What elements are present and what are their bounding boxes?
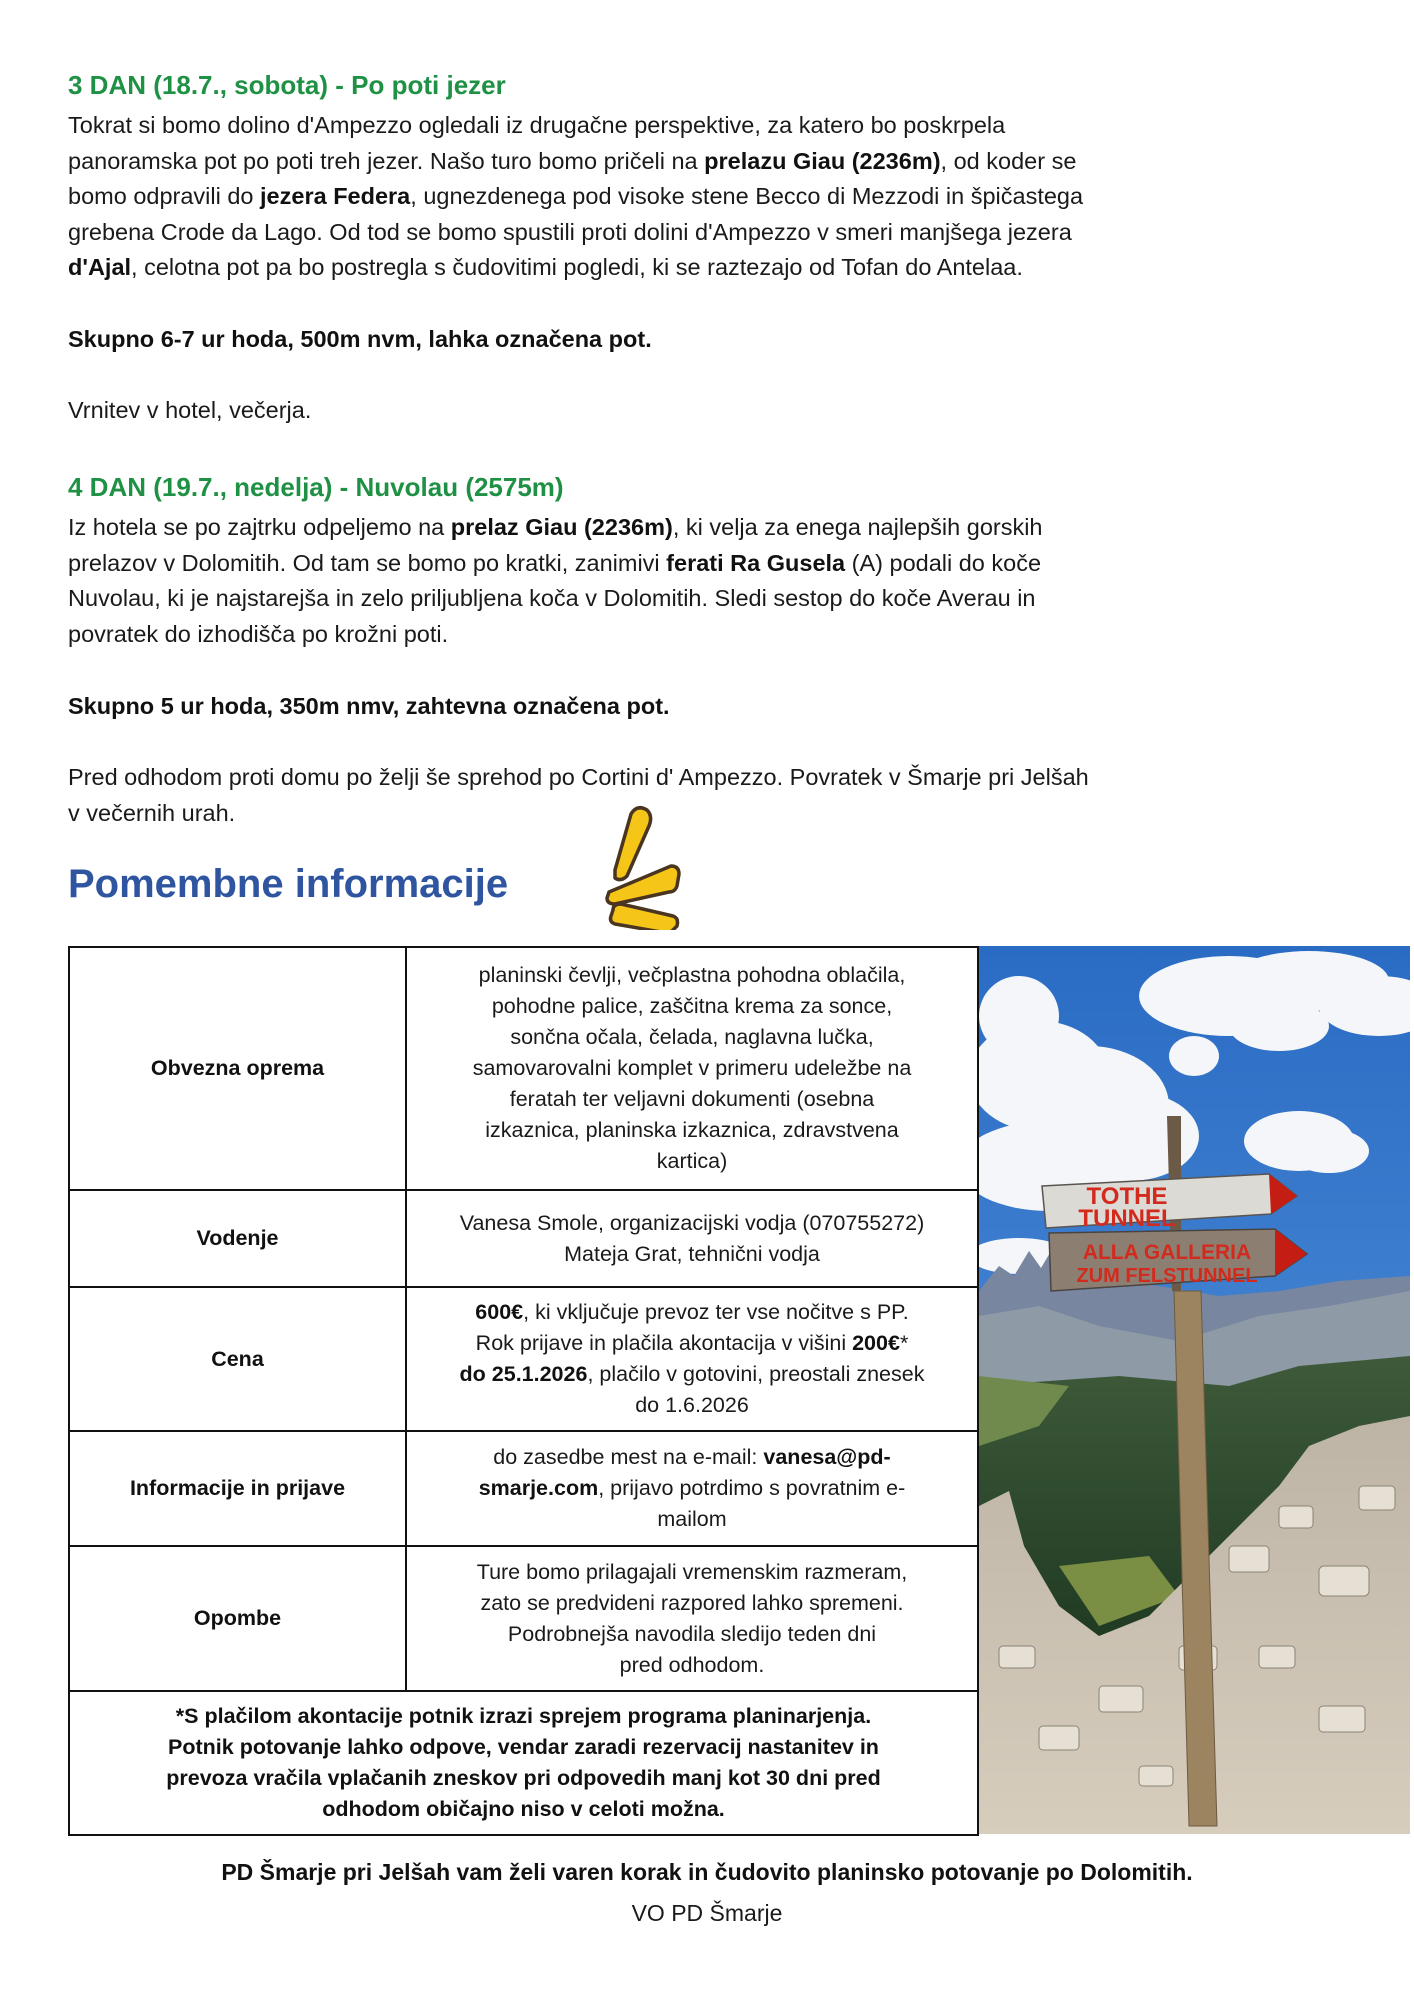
table-row (69, 1190, 978, 1287)
text-segment: Tokrat si bomo dolino d'Ampezzo ogledali iz drugačne perspektive, za katero bo poskrpela (68, 112, 1006, 138)
bold-text: do 25.1.2026 (459, 1362, 588, 1386)
text-segment: sončna očala, čelada, naglavna lučka, (510, 1025, 874, 1049)
cell-line (413, 1297, 971, 1328)
text-segment: , od koder se (940, 147, 1077, 174)
row-label-cena: Cena (69, 1287, 406, 1431)
text-segment: samovarovalni komplet v primeru udeležbe na (472, 1056, 912, 1080)
paragraph-line (68, 617, 1348, 653)
cell-line (413, 1328, 971, 1359)
day-3-description (68, 108, 1348, 286)
text-segment: Rok prijave in plačila akontacija v višini (475, 1331, 853, 1355)
cell-line (413, 1473, 971, 1504)
text-segment: grebena Crode da Lago. Od tod se bomo spustili proti dolini d'Ampezzo v smeri manjšega jezera (68, 218, 1072, 245)
sign-text: ALLA GALLERIA (1082, 1241, 1252, 1264)
cell-line (413, 1557, 971, 1588)
text-segment: * (899, 1331, 909, 1355)
cell-line (413, 1504, 971, 1535)
day-4-summary: Skupno 5 ur hoda, 350m nmv, zahtevna označena pot. (68, 693, 670, 719)
text-segment: do zasedbe mest na e-mail: (493, 1445, 764, 1469)
text-segment: , ki vključuje prevoz ter vse nočitve s PP. (523, 1300, 909, 1324)
cell-line (413, 1390, 971, 1421)
paragraph-line (68, 581, 1348, 617)
day-4-closing (68, 760, 1348, 831)
table-row (69, 1287, 978, 1431)
info-table (68, 946, 979, 1836)
row-value-opombe (406, 1546, 978, 1691)
text-segment: Ture bomo prilagajali vremenskim razmeram, (476, 1559, 908, 1584)
row-value-vodenje (406, 1190, 978, 1287)
text-segment: prelazov v Dolomitih. Od tam se bomo po kratki, zanimivi (68, 549, 667, 576)
closing-line: Pred odhodom proti domu po želji še sprehod po Cortini d' Ampezzo. Povratek v Šmarje pri Jelšah (68, 764, 1089, 790)
paragraph-line (68, 108, 1348, 144)
bold-text: smarje.com (478, 1476, 599, 1500)
text-segment: Podrobnejša navodila sledijo teden dni (507, 1621, 877, 1646)
day-3-summary: Skupno 6-7 ur hoda, 500m nvm, lahka označena pot. (68, 326, 652, 352)
day-4-heading: 4 DAN (19.7., nedelja) - Nuvolau (2575m) (68, 472, 564, 502)
bold-text: jezera Federa (260, 183, 411, 210)
text-segment: (A) podali do koče (845, 549, 1042, 576)
footer-wish: PD Šmarje pri Jelšah vam želi varen korak in čudovito planinsko potovanje po Dolomitih. (221, 1859, 1193, 1885)
footer-signature: VO PD Šmarje (631, 1900, 783, 1926)
closing-line: v večernih urah. (68, 799, 236, 826)
row-value-cena (406, 1287, 978, 1431)
text-segment: , ki velja za enega najlepših gorskih (672, 514, 1043, 540)
table-row (69, 1431, 978, 1546)
sign-text: ZUM FELSTUNNEL (1076, 1265, 1258, 1287)
row-label-vodenje: Vodenje (69, 1190, 406, 1287)
cell-line (413, 991, 971, 1022)
text-segment: kartica) (656, 1149, 728, 1173)
section-title: Pomembne informacije (68, 862, 509, 906)
signpost-photo (979, 946, 1410, 1834)
text-segment: zato se predvideni razpored lahko spremeni. (480, 1590, 904, 1615)
text-segment: pohodne palice, zaščitna krema za sonce, (491, 994, 893, 1018)
text-segment: mailom (657, 1507, 727, 1531)
bold-text: vanesa@pd- (763, 1445, 891, 1469)
cell-line (413, 1115, 971, 1146)
cell-line (413, 1022, 971, 1053)
table-row (69, 947, 978, 1190)
cell-line (413, 1053, 971, 1084)
row-label-obvezna-oprema: Obvezna oprema (69, 947, 406, 1190)
text-segment: povratek do izhodišča po krožni poti. (68, 620, 449, 647)
text-segment: pred odhodom. (619, 1652, 765, 1677)
text-segment: , prijavo potrdimo s povratnim e- (598, 1476, 906, 1500)
paragraph-line (68, 510, 1348, 546)
text-segment: Vanesa Smole, organizacijski vodja (070755272) (459, 1210, 925, 1235)
text-segment: bomo odpravili do (68, 183, 261, 210)
text-segment: , plačilo v gotovini, preostali znesek (587, 1362, 925, 1386)
text-segment: Mateja Grat, tehnični vodja (564, 1241, 820, 1266)
cell-line (413, 1359, 971, 1390)
text-segment: izkaznica, planinska izkaznica, zdravstvena (485, 1118, 899, 1142)
bold-text: d'Ajal (68, 254, 132, 281)
paragraph-line (68, 179, 1348, 215)
day-4-description (68, 510, 1348, 652)
cell-line (413, 1208, 971, 1239)
note-line: prevoza vračila vplačanih zneskov pri odpovedih manj kot 30 dni pred (166, 1766, 881, 1790)
text-segment: Iz hotela se po zajtrku odpeljemo na (68, 514, 451, 540)
table-row (69, 1691, 978, 1835)
bold-text: prelaz Giau (2236m) (450, 514, 673, 540)
text-segment: Nuvolau, ki je najstarejša in zelo priljubljena koča v Dolomitih. Sledi sestop do koče Averau in (68, 585, 1036, 612)
text-segment: , celotna pot pa bo postregla s čudovitimi pogledi, ki se raztezajo od Tofan do Antelaa. (131, 254, 1023, 281)
note-line: odhodom običajno niso v celoti možna. (322, 1797, 725, 1821)
bold-text: ferati Ra Gusela (666, 549, 846, 576)
exclamation-burst-icon (575, 800, 685, 930)
note-line: *S plačilom akontacije potnik izrazi sprejem programa planinarjenja. (175, 1704, 872, 1728)
bold-text: prelazu Giau (2236m) (704, 147, 941, 174)
paragraph-line (68, 215, 1348, 251)
sign-text: TUNNEL (1078, 1205, 1176, 1232)
cell-line (413, 1442, 971, 1473)
cell-line (413, 960, 971, 991)
row-label-informacije-in-prijave: Informacije in prijave (69, 1431, 406, 1546)
paragraph-line (68, 144, 1348, 180)
text-segment: feratah ter veljavni dokumenti (osebna (509, 1087, 875, 1111)
day-3-return: Vrnitev v hotel, večerja. (68, 397, 312, 423)
row-label-opombe: Opombe (69, 1546, 406, 1691)
text-segment: panoramska pot po poti treh jezer. Našo turo bomo pričeli na (68, 147, 705, 174)
cell-line (413, 1239, 971, 1270)
row-value-obvezna-oprema (406, 947, 978, 1190)
text-segment: do 1.6.2026 (635, 1393, 749, 1417)
day-3-heading: 3 DAN (18.7., sobota) - Po poti jezer (68, 70, 506, 100)
table-row (69, 1546, 978, 1691)
bold-text: 600€ (475, 1300, 524, 1324)
cell-line (413, 1146, 971, 1177)
cell-line (413, 1588, 971, 1619)
paragraph-line (68, 250, 1348, 286)
bold-text: 200€ (852, 1331, 900, 1355)
signpost-photo-illustration (979, 946, 1410, 1834)
cell-line (413, 1084, 971, 1115)
cell-line (413, 1650, 971, 1681)
note-line: Potnik potovanje lahko odpove, vendar zaradi rezervacij nastanitev in (168, 1735, 879, 1759)
row-value-informacije-in-prijave (406, 1431, 978, 1546)
deposit-note (69, 1691, 978, 1835)
sign-text: TOTHE (1086, 1183, 1168, 1210)
text-segment: planinski čevlji, večplastna pohodna oblačila, (478, 963, 906, 987)
text-segment: , ugnezdenega pod visoke stene Becco di Mezzodi in špičastega (410, 183, 1084, 210)
paragraph-line (68, 546, 1348, 582)
cell-line (413, 1619, 971, 1650)
